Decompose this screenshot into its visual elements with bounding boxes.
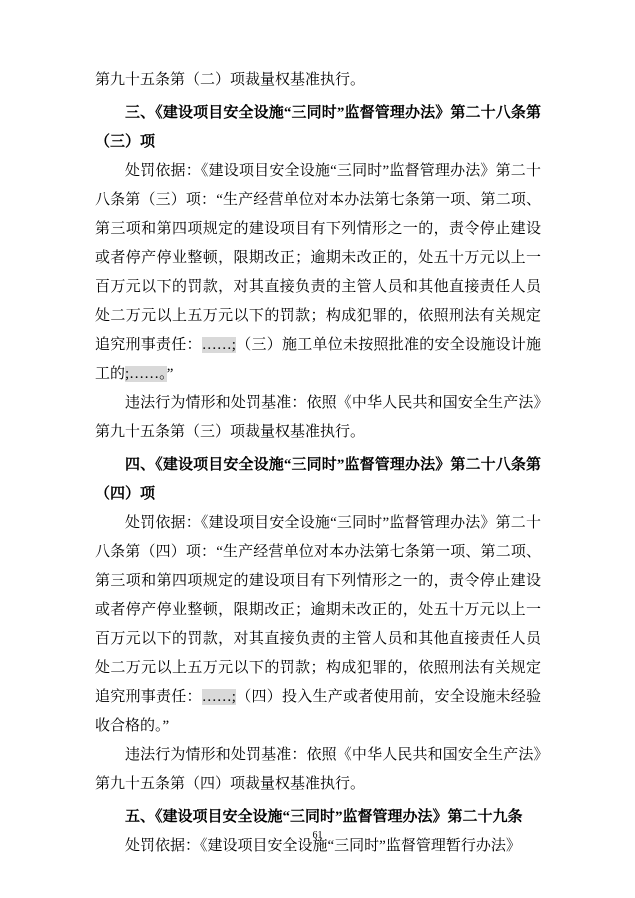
text-run: 处罚依据：《建设项目安全设施“三同时”监督管理暂行办法》 [125,838,521,854]
text-run: 违法行为情形和处罚基准：依照《中华人民共和国安全生产法》第九十五条第（三）项裁量权基准执行。 [95,395,541,440]
page-number: 61 [312,830,323,841]
paragraph-body [95,741,541,799]
paragraph-body [95,157,541,389]
paragraph-continuation [95,66,541,95]
highlighted-text-run: ;……。 [125,366,167,382]
text-run: 五、《建设项目安全设施“三同时”监督管理办法》第二十九条 [125,809,523,825]
paragraph-heading [95,803,541,832]
text-run: ” [166,366,174,382]
text-run: 第九十五条第（二）项裁量权基准执行。 [95,72,366,88]
text-run: （三）施工单位未按照批准的安全设施设计施工的 [95,337,541,382]
paragraph-body [95,509,541,741]
text-run: （四）投入生产或者使用前，安全设施未经验收合格的。” [95,689,541,734]
document-body [95,66,541,861]
paragraph-heading [95,451,541,509]
text-run: 处罚依据：《建设项目安全设施“三同时”监督管理办法》第二十八条第（三）项：“生产经营单位对本办法第七条第一项、第二项、第三项和第四项规定的建设项目有下列情形之一的，责令停止建设或者停产停业整顿，限期改正；逾期未改正的，处五十万元以上一百万元以下的罚款，对其直接负责的主管人员和其他直接责任人员处二万元以上五万元以下的罚款；构成犯罪的，依照刑法有关规定追究刑事责任： [95,163,541,353]
text-run: 四、《建设项目安全设施“三同时”监督管理办法》第二十八条第（四）项 [95,457,541,502]
paragraph-heading [95,99,541,157]
text-run: 三、《建设项目安全设施“三同时”监督管理办法》第二十八条第（三）项 [95,105,541,150]
highlighted-text-run: ……; [201,689,236,705]
text-run: 处罚依据：《建设项目安全设施“三同时”监督管理办法》第二十八条第（四）项：“生产经营单位对本办法第七条第一项、第二项、第三项和第四项规定的建设项目有下列情形之一的，责令停止建设或者停产停业整顿，限期改正；逾期未改正的，处五十万元以上一百万元以下的罚款，对其直接负责的主管人员和其他直接责任人员处二万元以上五万元以下的罚款；构成犯罪的，依照刑法有关规定追究刑事责任： [95,515,541,705]
text-run: 违法行为情形和处罚基准：依照《中华人民共和国安全生产法》第九十五条第（四）项裁量权基准执行。 [95,747,541,792]
highlighted-text-run: ……; [201,337,236,353]
paragraph-body [95,389,541,447]
